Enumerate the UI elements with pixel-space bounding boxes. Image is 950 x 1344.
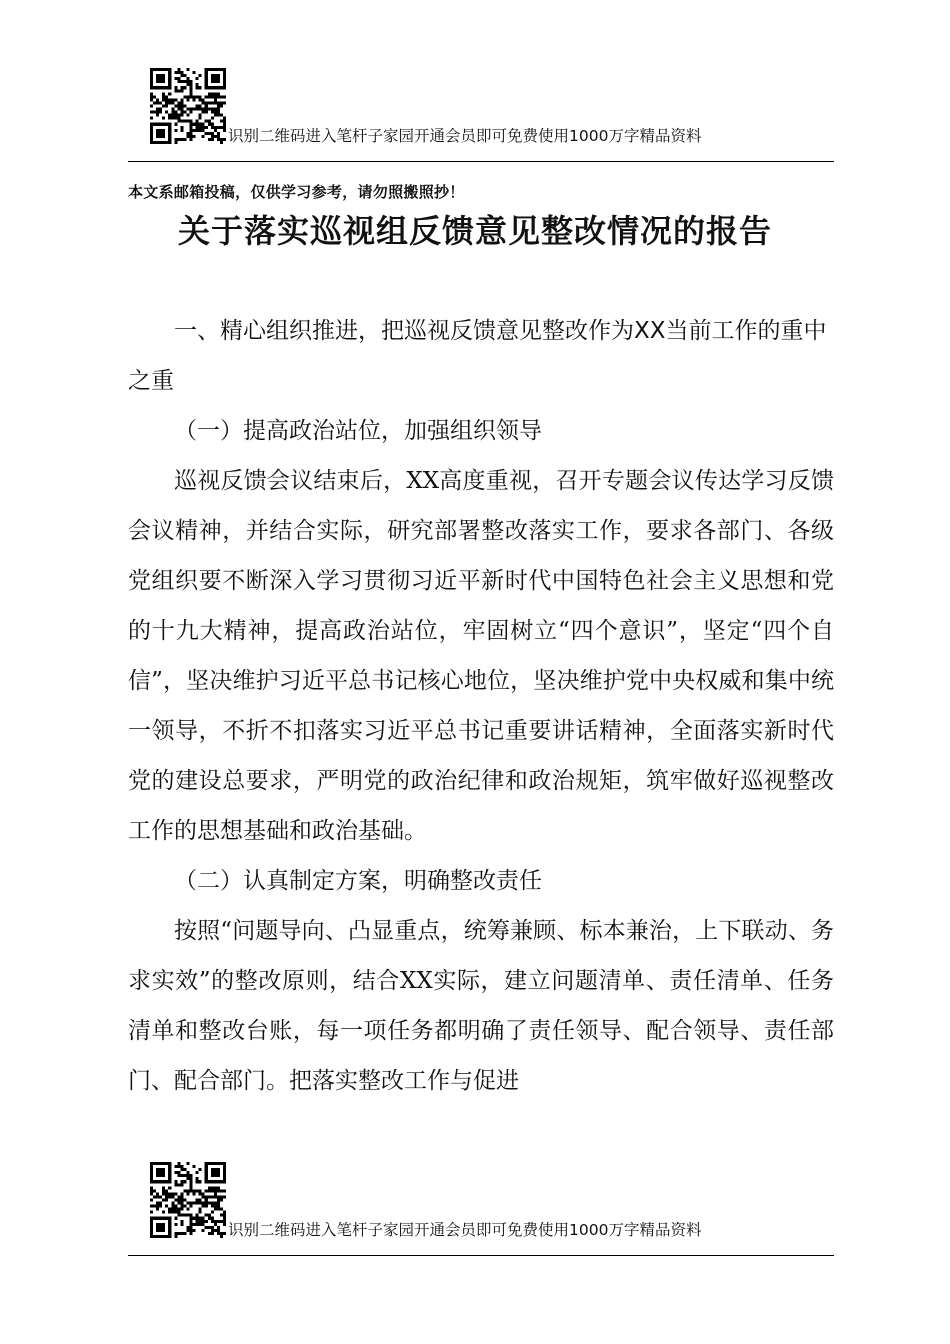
header-banner-text: 识别二维码进入笔杆子家园开通会员即可免费使用1000万字精品资料 (228, 127, 702, 145)
document-body (128, 306, 834, 1106)
paragraph-1: 巡视反馈会议结束后，XX高度重视，召开专题会议传达学习反馈会议精神，并结合实际，研究部署整改落实工作，要求各部门、各级党组织要不断深入学习贯彻习近平新时代中国特色社会主义思想和党的十九大精神，提高政治站位，牢固树立“四个意识”，坚定“四个自信”，坚决维护习近平总书记核心地位，坚决维护党中央权威和集中统一领导，不折不扣落实习近平总书记重要讲话精神，全面落实新时代党的建设总要求，严明党的政治纪律和政治规矩，筑牢做好巡视整改工作的思想基础和政治基础。 (128, 468, 834, 844)
submission-notice: 本文系邮箱投稿，仅供学习参考，请勿照搬照抄！ (128, 183, 465, 201)
page-footer (128, 1162, 834, 1258)
subsection-heading-2: （二）认真制定方案，明确整改责任 (174, 868, 542, 894)
footer-divider (128, 1255, 834, 1256)
subsection-heading-1: （一）提高政治站位，加强组织领导 (174, 418, 542, 444)
page-header (128, 68, 834, 164)
section-heading-1: 一、精心组织推进，把巡视反馈意见整改作为XX当前工作的重中之重 (128, 318, 827, 394)
paragraph-2: 按照“问题导向、凸显重点，统筹兼顾、标本兼治，上下联动、务求实效”的整改原则，结合XX实际，建立问题清单、责任清单、任务清单和整改台账，每一项任务都明确了责任领导、配合领导、责任部门、配合部门。把落实整改工作与促进 (128, 918, 834, 1094)
qr-code-icon (150, 68, 226, 144)
header-divider (128, 161, 834, 162)
footer-banner-text: 识别二维码进入笔杆子家园开通会员即可免费使用1000万字精品资料 (228, 1221, 702, 1239)
qr-code-icon (150, 1162, 226, 1238)
document-title: 关于落实巡视组反馈意见整改情况的报告 (177, 212, 772, 250)
